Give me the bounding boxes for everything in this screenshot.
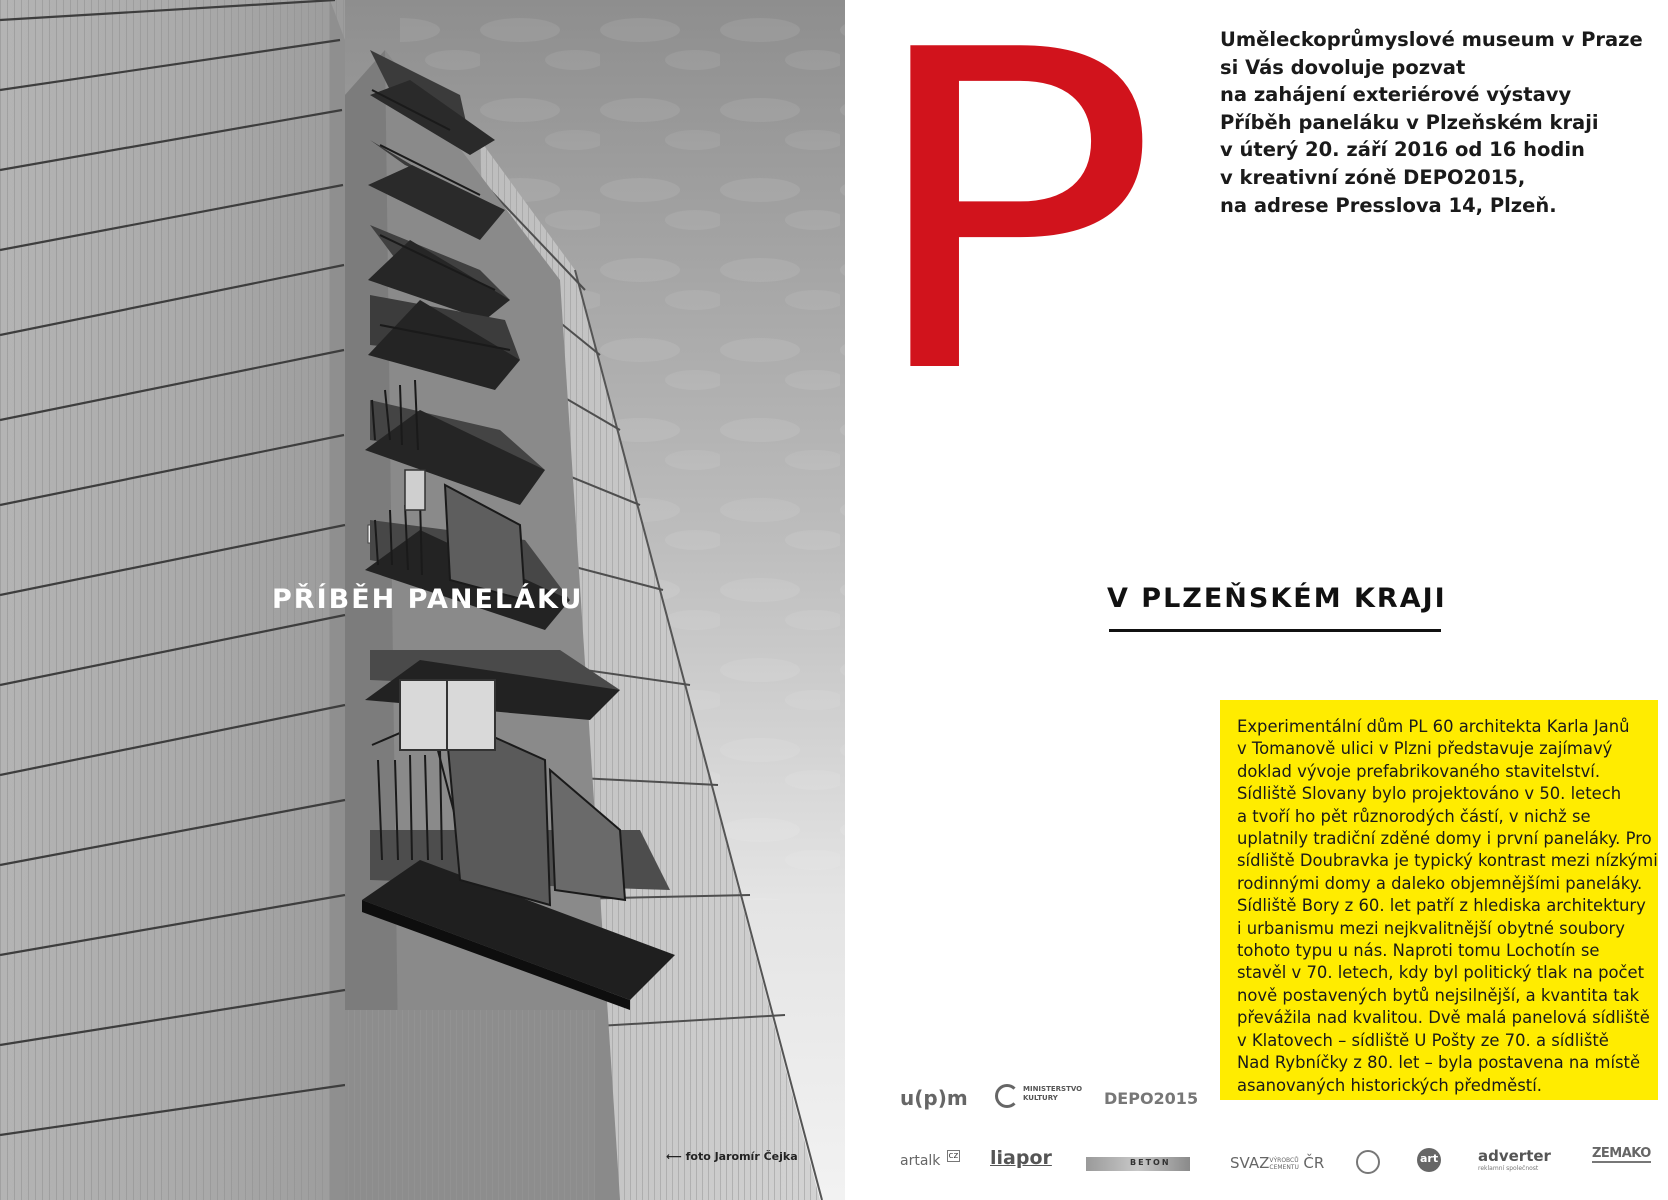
- svaz-country: ČR: [1303, 1154, 1325, 1172]
- ministry-name-line2: KULTURY: [1023, 1094, 1058, 1102]
- zemako-logo: [1592, 1146, 1651, 1163]
- description-line: Nad Rybníčky z 80. let – byla postavena na místě: [1237, 1053, 1641, 1073]
- upm-logo: u(p)m: [900, 1086, 968, 1110]
- description-line: rodinnými domy a daleko objemnějšími paneláky.: [1237, 873, 1643, 893]
- cement-association-logo: [1230, 1154, 1324, 1172]
- adverter-tagline: reklamní společnost: [1478, 1165, 1539, 1172]
- adverter-logo: [1478, 1147, 1551, 1172]
- invitation-line: na zahájení exteriérové výstavy: [1220, 83, 1572, 107]
- description-line: i urbanismu mezi nejkvalitnější obytné soubory: [1237, 918, 1625, 938]
- invitation-line: Uměleckoprůmyslové museum v Praze: [1220, 28, 1643, 51]
- depo2015-logo: DEPO2015: [1104, 1089, 1199, 1108]
- beton-logo: [1086, 1157, 1190, 1171]
- description-box: [1220, 700, 1658, 1100]
- artalk-wordmark: artalk: [900, 1153, 941, 1169]
- description-line: Sídliště Slovany bylo projektováno v 50. letech: [1237, 784, 1622, 804]
- description-line: Sídliště Bory z 60. let patří z hlediska architektury: [1237, 896, 1646, 916]
- ministry-name-line1: MINISTERSTVO: [1023, 1085, 1083, 1093]
- description-line: stavěl v 70. letech, kdy byl politický tlak na počet: [1237, 963, 1645, 983]
- svaz-wordmark: SVAZ: [1230, 1154, 1270, 1172]
- description-line: převážila nad kvalitou. Dvě malá panelová sídliště: [1237, 1008, 1650, 1028]
- description-line: tohoto typu u nás. Naproti tomu Lochotín se: [1237, 941, 1600, 961]
- description-line: v Klatovech – sídliště U Pošty ze 70. a sídliště: [1237, 1030, 1609, 1050]
- invitation-text: [1220, 26, 1643, 219]
- description-line: asanovaných historických předměstí.: [1237, 1075, 1542, 1095]
- liapor-logo: liapor: [990, 1147, 1052, 1169]
- exhibition-subtitle: V PLZEŇSKÉM KRAJI: [1107, 583, 1447, 614]
- beton-wordmark: BETON: [1130, 1158, 1171, 1167]
- description-text: [1237, 716, 1658, 1097]
- description-line: a tvoří ho pět různorodých částí, v nichž se: [1237, 806, 1591, 826]
- photo-overlay-title: PŘÍBĚH PANELÁKU: [272, 584, 584, 615]
- hero-letter: P: [862, 0, 1160, 470]
- zemako-wordmark: ZEMAKO: [1592, 1146, 1651, 1161]
- invitation-line: si Vás dovoluje pozvat: [1220, 55, 1466, 79]
- invitation-line: v kreativní zóně DEPO2015,: [1220, 165, 1526, 189]
- artalk-badge: cz: [948, 1151, 959, 1161]
- invitation-line: Příběh paneláku v Plzeňském kraji: [1220, 110, 1599, 134]
- subtitle-underline: [1109, 629, 1441, 632]
- description-line: sídliště Doubravka je typický kontrast mezi nízkými: [1237, 851, 1658, 871]
- description-line: Experimentální dům PL 60 architekta Karla Janů: [1237, 717, 1630, 736]
- description-line: nově postavených bytů nejsilnější, a kvantita tak: [1237, 985, 1640, 1005]
- invitation-line: v úterý 20. září 2016 od 16 hodin: [1220, 138, 1585, 162]
- invitation-line: na adrese Presslova 14, Plzeň.: [1220, 193, 1557, 217]
- round-seal-logo: [1356, 1150, 1380, 1174]
- adverter-wordmark: adverter: [1478, 1147, 1551, 1165]
- art-logo: [1417, 1148, 1441, 1172]
- art-wordmark: art: [1420, 1152, 1439, 1165]
- svaz-subtitle: VÝROBCŮ CEMENTU: [1269, 1156, 1299, 1171]
- artalk-logo: [900, 1150, 960, 1169]
- description-line: uplatnily tradiční zděné domy i první paneláky. Pro: [1237, 829, 1652, 849]
- description-line: doklad vývoje prefabrikovaného stavitelství.: [1237, 761, 1601, 781]
- photo-credit: ⟵ foto Jaromír Čejka: [666, 1150, 798, 1163]
- description-line: v Tomanově ulici v Plzni představuje zajímavý: [1237, 739, 1613, 759]
- ministry-emblem-icon: [995, 1084, 1019, 1108]
